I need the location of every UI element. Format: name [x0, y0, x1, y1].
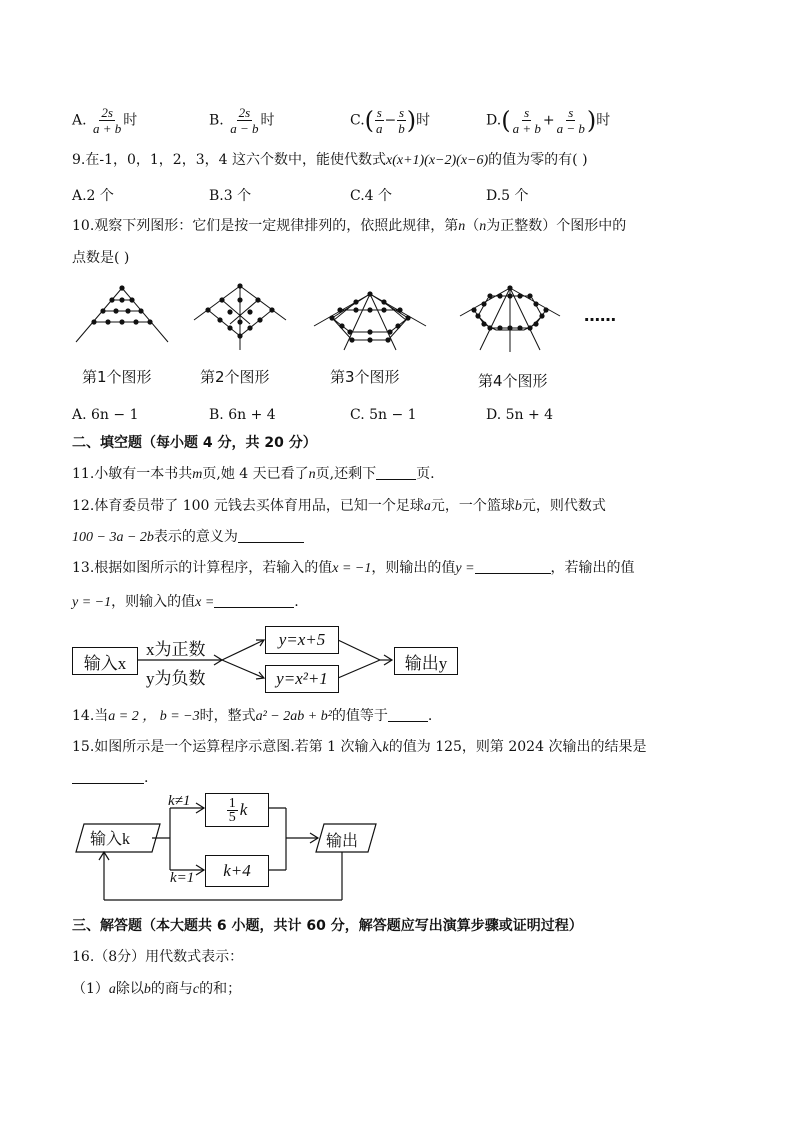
q14-text-d: .: [427, 708, 433, 724]
option-suffix: 时: [123, 112, 138, 129]
fraction: [555, 105, 587, 136]
paren-left: (: [501, 106, 511, 135]
q10-text-a: 10.观察下列图形：它们是按一定规律排列的，依照此规律，第: [72, 218, 459, 234]
q16-text-d: 的和；: [199, 981, 242, 997]
numerator: s: [399, 105, 405, 120]
option-label: A.: [72, 112, 87, 129]
q15-text-a: 15.如图所示是一个运算程序示意图.若第 1 次输入: [72, 739, 383, 755]
denominator: a: [376, 121, 383, 136]
q8-option-d: [486, 105, 610, 136]
q10-stem-line2: 点数是( ): [72, 250, 130, 266]
numerator: s: [524, 105, 530, 120]
q10-option-d: D. 5n + 4: [486, 407, 554, 423]
q12-text-a: 12.体育委员带了 100 元钱去买体育用品，已知一个足球: [72, 498, 424, 514]
q14-text-b: 时，整式: [199, 708, 256, 724]
var-a: a: [108, 982, 116, 997]
q15-text-end: .: [144, 770, 149, 786]
answer-blank: [72, 769, 144, 784]
q13-output-box: [394, 647, 458, 675]
q15-box-add: [205, 855, 269, 887]
fraction: [227, 797, 238, 824]
numerator: 1: [228, 795, 236, 811]
q15-box-add-label: k+4: [223, 861, 251, 880]
option-suffix: 时: [260, 112, 275, 129]
q9-option-d: D.5 个: [486, 188, 529, 204]
q8-option-c: [350, 105, 430, 136]
q11-text-d: 页.: [416, 466, 435, 482]
ellipsis: ……: [584, 306, 616, 325]
var-c: c: [192, 982, 200, 997]
q13-input-label: 输入x: [83, 653, 127, 673]
q15-cond-not-equal: k≠1: [168, 793, 191, 809]
var-b: b: [143, 982, 151, 997]
q13-condition-1: x = −1: [332, 561, 372, 576]
q10-text-c: 为正整数）个图形中的: [486, 218, 627, 234]
q12-line1: [72, 496, 606, 517]
q14-condition: a = 2 ， b = −3: [108, 709, 200, 724]
q13-cond-positive: x为正数: [146, 640, 206, 659]
q9-text-a: 9.在-1，0，1，2，3，4 这六个数中，能使代数式: [72, 152, 386, 168]
q8-option-b: [209, 105, 274, 136]
q10-option-a: A. 6n − 1: [72, 407, 139, 423]
q13-condition-2: y = −1: [72, 595, 112, 610]
paren-left: (: [364, 106, 375, 135]
paren-right: ): [406, 106, 417, 135]
fraction: [374, 105, 385, 136]
q15-box-divide: [205, 793, 269, 827]
var-a: a: [423, 499, 431, 514]
q12-text-d: 表示的意义为: [153, 529, 238, 545]
option-label: C.: [350, 112, 365, 129]
q13-text-e: .: [294, 594, 299, 610]
q15-cond-equal: k=1: [170, 870, 195, 886]
q13-input-box: [72, 647, 138, 675]
q15-line1: [72, 737, 646, 758]
q13-input-var: x =: [195, 595, 215, 610]
option-label: B.: [209, 112, 224, 129]
var-n: n: [308, 467, 316, 482]
fraction: [511, 105, 543, 136]
q16-part1: [72, 979, 241, 1000]
denominator: a + b: [93, 121, 122, 136]
paren-right: ): [586, 106, 597, 135]
denominator: 5: [228, 809, 236, 825]
q16-part1-label: （1）: [72, 981, 109, 997]
q13-box-negative: [265, 665, 339, 693]
q16-text-c: 的商与: [150, 981, 193, 997]
numerator: s: [568, 105, 574, 120]
q10-option-b: B. 6n + 4: [209, 407, 276, 423]
var-k: k: [382, 740, 389, 755]
q13-box-negative-label: y=x²+1: [276, 669, 328, 688]
q12-text-c: 元，则代数式: [521, 498, 606, 514]
figure-3-label: 第3个图形: [330, 368, 400, 386]
answer-blank: [475, 559, 551, 574]
q13-box-positive: [265, 626, 339, 654]
q11-text-c: 页,还剩下: [315, 466, 377, 482]
figure-1: [76, 288, 168, 342]
q16-text-b: 除以: [115, 981, 144, 997]
q9-text-b: 的值为零的有( ): [488, 152, 588, 168]
q13-output-var: y =: [455, 561, 475, 576]
var-k: k: [239, 800, 248, 819]
q11-text-b: 页,她 4 天已看了: [202, 466, 309, 482]
q12-text-b: 元，一个篮球: [430, 498, 515, 514]
q13-line2: [72, 592, 299, 613]
section-2-title: 二、填空题（每小题 4 分，共 20 分）: [72, 435, 317, 451]
fraction: [228, 105, 260, 136]
q9-stem: [72, 150, 588, 171]
figure-1-label: 第1个图形: [82, 368, 152, 386]
q13-text-c: ，若输出的值: [550, 560, 635, 576]
q13-text-b: ，则输出的值: [371, 560, 456, 576]
denominator: a + b: [512, 121, 541, 136]
q9-option-b: B.3 个: [209, 188, 252, 204]
numerator: 2s: [101, 105, 113, 120]
q15-input-label: 输入k: [90, 831, 131, 848]
q15-flowchart-lines: [0, 790, 794, 910]
q15-line2: [72, 768, 148, 788]
fraction: [396, 105, 407, 136]
section-3-title: 三、解答题（本大题共 6 小题，共计 60 分，解答题应写出演算步骤或证明过程）: [72, 918, 583, 934]
q13-output-label: 输出y: [404, 653, 448, 673]
q12-line2: [72, 527, 304, 548]
q14-expression: a² − 2ab + b²: [255, 709, 332, 724]
q14-text-c: 的值等于: [331, 708, 388, 724]
var-n: n: [458, 219, 466, 234]
operator: −: [384, 112, 397, 129]
numerator: s: [376, 105, 382, 120]
q8-option-a: [72, 105, 137, 136]
q9-option-c: C.4 个: [350, 188, 393, 204]
q9-expression: x(x+1)(x−2)(x−6): [385, 153, 489, 168]
q13-text-d: ，则输入的值: [111, 594, 196, 610]
q16-stem: 16.（8分）用代数式表示：: [72, 949, 244, 965]
fraction: [91, 105, 123, 136]
q13-text-a: 13.根据如图所示的计算程序，若输入的值: [72, 560, 333, 576]
q10-text-b: （: [465, 218, 480, 234]
q13-line1: [72, 558, 635, 579]
q15-output-label: 输出: [326, 831, 359, 850]
answer-blank: [388, 707, 428, 722]
q15-text-b: 的值为 125，则第 2024 次输出的结果是: [388, 739, 647, 755]
option-suffix: 时: [416, 112, 431, 129]
q13-cond-negative: y为负数: [146, 669, 206, 688]
q10-option-c: C. 5n − 1: [350, 407, 417, 423]
option-suffix: 时: [596, 112, 611, 129]
q9-option-a: A.2 个: [72, 188, 114, 204]
var-n: n: [479, 219, 487, 234]
answer-blank: [238, 528, 304, 543]
var-b: b: [514, 499, 522, 514]
answer-blank: [376, 465, 416, 480]
q11: [72, 464, 435, 485]
q14: [72, 706, 432, 727]
figure-4-label: 第4个图形: [478, 372, 548, 390]
operator: +: [542, 112, 555, 129]
q13-box-positive-label: y=x+5: [278, 630, 326, 649]
denominator: a − b: [230, 121, 259, 136]
option-label: D.: [486, 112, 502, 129]
denominator: b: [398, 121, 405, 136]
var-m: m: [192, 467, 203, 482]
q14-text-a: 14.当: [72, 708, 109, 724]
figure-2: [194, 286, 286, 350]
q12-expression: 100 − 3a − 2b: [72, 530, 154, 545]
figure-2-label: 第2个图形: [200, 368, 270, 386]
denominator: a − b: [556, 121, 585, 136]
numerator: 2s: [238, 105, 251, 120]
q11-text-a: 11.小敏有一本书共: [72, 466, 193, 482]
q10-stem-line1: [72, 216, 626, 237]
answer-blank: [214, 593, 294, 608]
